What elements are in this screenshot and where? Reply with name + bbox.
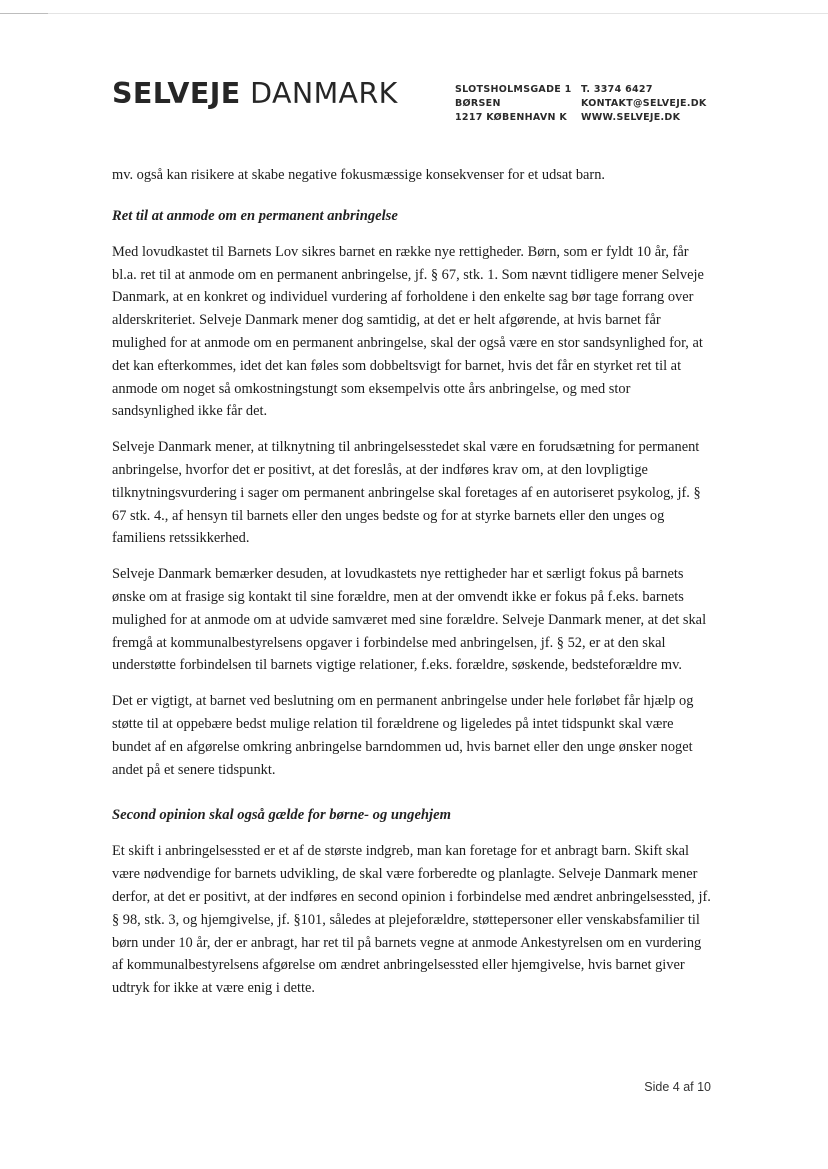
contact-email: KONTAKT@SELVEJE.DK bbox=[581, 98, 707, 109]
contact-phone: T. 3374 6427 bbox=[581, 84, 653, 95]
address-block bbox=[455, 83, 572, 125]
body-paragraph: Et skift i anbringelsessted er et af de største indgreb, man kan foretage for et anbragt barn. Skift skal være nødvendige for barnets udvikling, de skal være forberedte og planlagte. Selveje Danmark mener derfor, at det er positivt, at der indføres en second opinion i forbindelse med ændret anbringelsessted, jf. § 98, stk. 3, og hjemgivelse, jf. §101, således at plejeforældre, støttepersoner eller venskabsfamilier til børn under 10 år, der er anbragt, har ret til på barnets vegne at anmode Ankestyrelsen om en vurdering af kommunalbestyrelsens afgørelse om ændret anbringelsessted eller hjemgivelse, hvis barnet giver udtryk for ikke at være enig i dette. bbox=[112, 843, 711, 997]
address-city: 1217 KØBENHAVN K bbox=[455, 112, 568, 123]
document-body bbox=[112, 164, 712, 1013]
address-building: BØRSEN bbox=[455, 98, 501, 109]
logo-word-danmark: DANMARK bbox=[250, 77, 398, 110]
intro-paragraph: mv. også kan risikere at skabe negative fokusmæssige konsekvenser for et udsat barn. bbox=[112, 167, 606, 183]
logo-word-selveje: SELVEJE bbox=[112, 77, 241, 110]
body-paragraph: Selveje Danmark mener, at tilknytning til anbringelsesstedet skal være en forudsætning for permanent anbringelse, hvorfor det er positivt, at det foreslås, at der indføres krav om, at den lovpligtige tilknytningsvurdering i sager om permanent anbringelse skal foretages af en autoriseret psykolog, jf. § 67 stk. 4., af hensyn til barnets eller den unges bedste og for at styrke barnets eller den unges og familiens retssikkerhed. bbox=[112, 439, 701, 547]
body-paragraph: Med lovudkastet til Barnets Lov sikres barnet en række nye rettigheder. Børn, som er fyldt 10 år, får bl.a. ret til at anmode om en permanent anbringelse, jf. § 67, stk. 1. Som nævnt tidligere mener Selveje Danmark, at en konkret og individuel vurdering af forholdene i den enkelte sag bør tage forrang over alderskriteriet. Selveje Danmark mener dog samtidig, at det er helt afgørende, at hvis barnet får mulighed for at anmode om en permanent anbringelse, skal der også være en stor sandsynlighed for, at det kan efterkommes, idet det kan føles som dobbeltsvigt for barnet, hvis det får en styrket ret til at anmode om noget så omkostningstungt som eksempelvis otte års anbringelse, og med stor sandsynlighed ikke får det. bbox=[112, 243, 704, 420]
body-paragraph: Selveje Danmark bemærker desuden, at lovudkastets nye rettigheder har et særligt fokus på barnets ønske om at frasige sig kontakt til sine forældre, men at der omvendt ikke er fokus på f.eks. barnets mulighed for at anmode om at udvide samværet med sine forældre. Selveje Danmark mener, at det skal fremgå at kommunalbestyrelsens opgaver i forbindelse med anbringelsen, jf. § 52, er at den skal understøtte forbindelsen til barnets vigtige relationer, f.eks. forældre, søskende, bedsteforældre mv. bbox=[112, 566, 707, 674]
scan-top-rule bbox=[0, 13, 828, 14]
address-street: SLOTSHOLMSGADE 1 bbox=[455, 84, 572, 95]
page-number: Side 4 af 10 bbox=[644, 1080, 711, 1094]
body-paragraph: Det er vigtigt, at barnet ved beslutning om en permanent anbringelse under hele forløbet får hjælp og støtte til at oppebære bedst mulige relation til forældrene og ligeledes på intet tidspunkt skal være bundet af en afgørelse omkring anbringelse barndommen ud, hvis barnet eller den unge ønsker noget andet på et senere tidspunkt. bbox=[112, 693, 694, 778]
scan-top-rule-mark bbox=[0, 13, 48, 14]
section-heading-second-opinion: Second opinion skal også gælde for børne- og ungehjem bbox=[112, 807, 451, 824]
logo-wordmark bbox=[112, 77, 398, 110]
contact-block bbox=[581, 83, 707, 125]
contact-website: WWW.SELVEJE.DK bbox=[581, 112, 681, 123]
section-heading-permanent-placement: Ret til at anmode om en permanent anbringelse bbox=[112, 207, 398, 224]
